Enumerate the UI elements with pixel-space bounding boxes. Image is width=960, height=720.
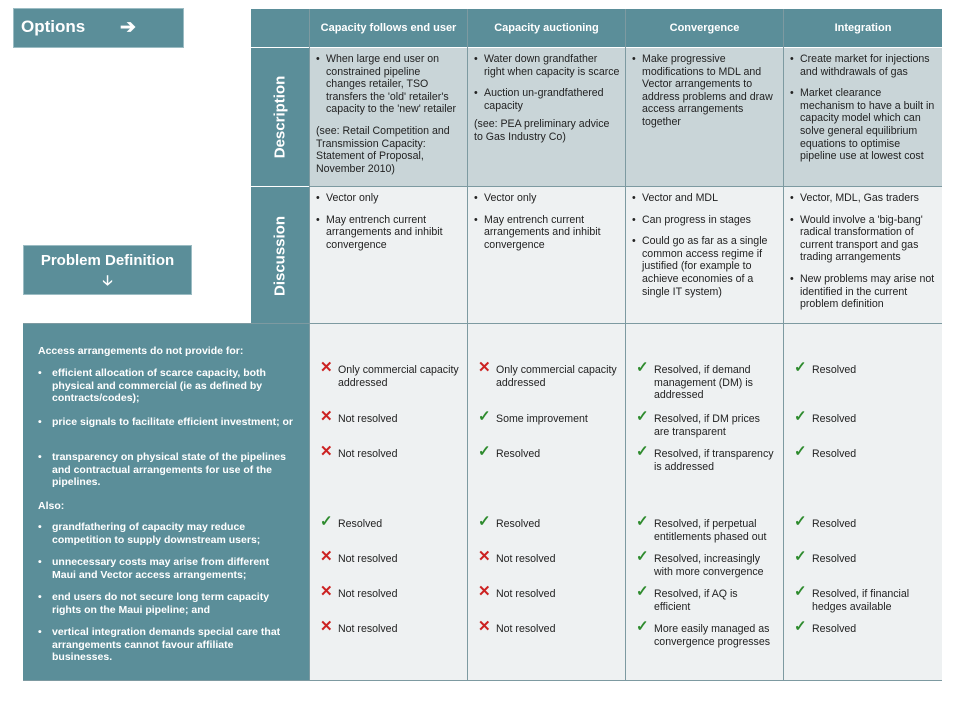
- problem-item: • grandfathering of capacity may reduce competition to supply downstream users;: [38, 521, 293, 546]
- checkmark-icon: ✓: [636, 583, 649, 600]
- cross-icon: ✕: [478, 583, 491, 600]
- assessment-text: Not resolved: [338, 448, 398, 460]
- assessment-result: [636, 513, 776, 543]
- arrow-right-icon: ➔: [120, 17, 136, 38]
- assessment-result: [636, 408, 776, 438]
- assessment-text: Not resolved: [496, 588, 556, 600]
- assessment-text: Some improvement: [496, 413, 588, 425]
- assessment-result: [320, 513, 460, 531]
- problem-definition-label: Problem Definition: [40, 252, 175, 269]
- assessment-text: Resolved, if demand management (DM) is addressed: [654, 364, 753, 402]
- cross-icon: ✕: [478, 548, 491, 565]
- assessment-grid: [310, 324, 942, 681]
- assessment-result: [478, 583, 618, 601]
- bullet-text: • Vector only: [316, 192, 462, 205]
- bullet-text: • New problems may arise not identified in the current problem definition: [790, 273, 937, 311]
- cross-icon: ✕: [478, 618, 491, 635]
- assessment-result: [794, 513, 934, 531]
- assessment-result: [320, 443, 460, 461]
- checkmark-icon: ✓: [794, 359, 807, 376]
- grid-divider: [23, 323, 942, 324]
- problem-item: • vertical integration demands special care that arrangements cannot favour affiliate businesses.: [38, 626, 293, 664]
- assessment-text: Resolved, if perpetual entitlements phased out: [654, 518, 767, 543]
- problem-also: Also:: [38, 500, 65, 512]
- table-corner: [251, 9, 309, 47]
- bullet-text: • Vector and MDL: [632, 192, 778, 205]
- discussion-cell: [784, 187, 942, 324]
- assessment-text: Resolved: [812, 518, 857, 530]
- bullet-text: • Vector only: [474, 192, 620, 205]
- assessment-text: Resolved: [812, 448, 857, 460]
- assessment-result: [794, 359, 934, 377]
- problem-item: • efficient allocation of scarce capacity, both physical and commercial (ie as defined by contracts/codes);: [38, 367, 293, 405]
- column-header: Convergence: [626, 9, 783, 47]
- checkmark-icon: ✓: [636, 408, 649, 425]
- assessment-result: [478, 359, 618, 389]
- assessment-result: [320, 408, 460, 426]
- checkmark-icon: ✓: [636, 359, 649, 376]
- assessment-text: Not resolved: [338, 553, 398, 565]
- assessment-text: Resolved: [496, 518, 541, 530]
- assessment-text: Not resolved: [496, 623, 556, 635]
- assessment-result: [320, 618, 460, 636]
- assessment-text: More easily managed as convergence progresses: [654, 623, 771, 648]
- checkmark-icon: ✓: [478, 408, 491, 425]
- description-cell: [468, 48, 625, 186]
- assessment-result: [794, 548, 934, 566]
- row-label-description: Description: [251, 48, 309, 186]
- checkmark-icon: ✓: [478, 443, 491, 460]
- assessment-result: [794, 443, 934, 461]
- options-button[interactable]: [13, 8, 184, 48]
- checkmark-icon: ✓: [636, 548, 649, 565]
- checkmark-icon: ✓: [794, 618, 807, 635]
- column-header: Capacity follows end user: [310, 9, 467, 47]
- checkmark-icon: ✓: [794, 443, 807, 460]
- assessment-result: [636, 359, 776, 402]
- column-header: Capacity auctioning: [468, 9, 625, 47]
- assessment-text: Resolved: [496, 448, 541, 460]
- assessment-text: Resolved: [812, 623, 857, 635]
- assessment-text: Not resolved: [338, 413, 398, 425]
- row-label-discussion: Discussion: [251, 187, 309, 324]
- checkmark-icon: ✓: [794, 583, 807, 600]
- assessment-text: Resolved, if AQ is efficient: [654, 588, 738, 613]
- problem-definition-button[interactable]: [23, 245, 192, 295]
- checkmark-icon: ✓: [636, 513, 649, 530]
- assessment-text: Only commercial capacity addressed: [338, 364, 459, 389]
- cross-icon: ✕: [320, 548, 333, 565]
- bullet-text: • When large end user on constrained pipeline changes retailer, TSO transfers the 'old' retailer's capacity to the 'new' retailer: [316, 53, 462, 116]
- column-header: Integration: [784, 9, 942, 47]
- bullet-text: • Water down grandfather right when capacity is scarce: [474, 53, 620, 78]
- bullet-text: • Vector, MDL, Gas traders: [790, 192, 937, 205]
- grid-divider: [467, 9, 468, 681]
- bullet-text: • Could go as far as a single common access regime if justified (for example to achieve economies of a single IT system): [632, 235, 778, 298]
- grid-divider: [309, 9, 310, 681]
- description-cell: [784, 48, 942, 186]
- assessment-text: Resolved, increasingly with more convergence: [654, 553, 764, 578]
- options-label: Options: [21, 17, 86, 36]
- cross-icon: ✕: [320, 618, 333, 635]
- cross-icon: ✕: [478, 359, 491, 376]
- assessment-text: Resolved: [812, 553, 857, 565]
- discussion-cell: [626, 187, 783, 324]
- problem-list-panel: [23, 324, 310, 681]
- assessment-result: [478, 548, 618, 566]
- bullet-text: • Create market for injections and withdrawals of gas: [790, 53, 937, 78]
- assessment-result: [636, 548, 776, 578]
- checkmark-icon: ✓: [636, 618, 649, 635]
- assessment-text: Resolved, if financial hedges available: [812, 588, 910, 613]
- bullet-text: • May entrench current arrangements and inhibit convergence: [474, 214, 620, 252]
- bullet-text: • Make progressive modifications to MDL and Vector arrangements to address problems and draw access arrangements together: [632, 53, 778, 129]
- assessment-text: Resolved: [338, 518, 383, 530]
- bullet-text: • Would involve a 'big-bang' radical transformation of current transport and gas trading arrangements: [790, 214, 937, 264]
- assessment-result: [320, 548, 460, 566]
- checkmark-icon: ✓: [794, 548, 807, 565]
- cross-icon: ✕: [320, 443, 333, 460]
- cross-icon: ✕: [320, 359, 333, 376]
- problem-intro: Access arrangements do not provide for:: [38, 345, 244, 357]
- problem-item: • end users do not secure long term capacity rights on the Maui pipeline; and: [38, 591, 293, 616]
- problem-item: • unnecessary costs may arise from different Maui and Vector access arrangements;: [38, 556, 293, 581]
- checkmark-icon: ✓: [478, 513, 491, 530]
- assessment-text: Only commercial capacity addressed: [496, 364, 617, 389]
- arrow-down-icon: 🡣: [102, 272, 113, 288]
- grid-divider: [23, 680, 942, 681]
- discussion-cell: [310, 187, 467, 324]
- assessment-result: [636, 618, 776, 648]
- assessment-result: [478, 513, 618, 531]
- assessment-text: Not resolved: [338, 588, 398, 600]
- assessment-text: Not resolved: [338, 623, 398, 635]
- checkmark-icon: ✓: [636, 443, 649, 460]
- checkmark-icon: ✓: [320, 513, 333, 530]
- bullet-text: • Market clearance mechanism to have a built in capacity model which can solve general equilibrium equations to optimise pipeline use at lowest cost: [790, 87, 937, 163]
- grid-divider: [625, 9, 626, 681]
- assessment-text: Resolved: [812, 413, 857, 425]
- reference-note: (see: PEA preliminary advice to Gas Industry Co): [474, 118, 610, 143]
- assessment-result: [320, 583, 460, 601]
- discussion-cell: [468, 187, 625, 324]
- assessment-result: [636, 583, 776, 613]
- assessment-result: [794, 618, 934, 636]
- assessment-text: Resolved, if transparency is addressed: [654, 448, 774, 473]
- assessment-result: [794, 408, 934, 426]
- bullet-text: • May entrench current arrangements and inhibit convergence: [316, 214, 462, 252]
- assessment-result: [478, 618, 618, 636]
- problem-item: • price signals to facilitate efficient investment; or: [38, 416, 293, 429]
- assessment-result: [794, 583, 934, 613]
- checkmark-icon: ✓: [794, 408, 807, 425]
- assessment-text: Resolved, if DM prices are transparent: [654, 413, 760, 438]
- assessment-result: [636, 443, 776, 473]
- cross-icon: ✕: [320, 408, 333, 425]
- assessment-text: Resolved: [812, 364, 857, 376]
- assessment-result: [478, 408, 618, 426]
- assessment-result: [320, 359, 460, 389]
- reference-note: (see: Retail Competition and Transmission Capacity: Statement of Proposal, November 2010): [316, 124, 450, 175]
- checkmark-icon: ✓: [794, 513, 807, 530]
- bullet-text: • Can progress in stages: [632, 214, 778, 227]
- grid-divider: [783, 9, 784, 681]
- assessment-result: [478, 443, 618, 461]
- assessment-text: Not resolved: [496, 553, 556, 565]
- description-cell: [310, 48, 467, 186]
- cross-icon: ✕: [320, 583, 333, 600]
- description-cell: [626, 48, 783, 186]
- bullet-text: • Auction un-grandfathered capacity: [474, 87, 620, 112]
- problem-item: • transparency on physical state of the pipelines and contractual arrangements for use of the pipelines.: [38, 451, 293, 489]
- grid-divider: [310, 186, 942, 187]
